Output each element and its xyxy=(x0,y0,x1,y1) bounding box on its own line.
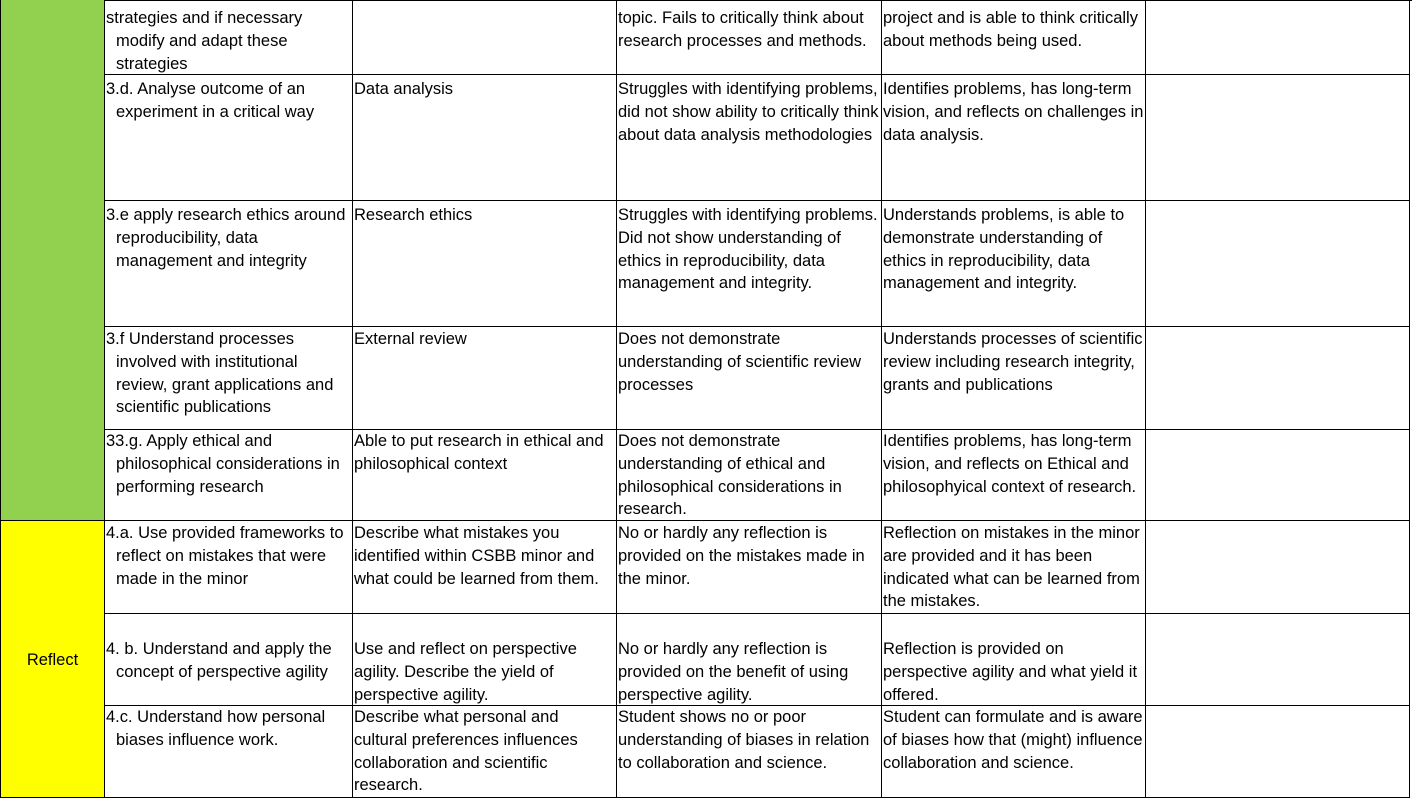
insufficient-cell[interactable]: Student shows no or poor understanding of biases in relation to collaboration and science. xyxy=(617,706,882,798)
stage-cell-reflect[interactable] xyxy=(0,521,105,798)
sufficient-cell[interactable]: Understands problems, is able to demonstrate understanding of ethics in reproducibility, data management and integrity. xyxy=(882,201,1146,327)
objective-cell[interactable]: 4.c. Understand how personal biases influence work. xyxy=(105,706,353,798)
objective-cell[interactable]: 4. b. Understand and apply the concept of perspective agility xyxy=(105,614,353,706)
objective-cell[interactable]: strategies and if necessary modify and adapt these strategies xyxy=(105,7,353,75)
stage-cell-green[interactable] xyxy=(0,0,105,521)
notes-cell[interactable] xyxy=(1146,201,1410,327)
notes-cell[interactable] xyxy=(1146,75,1410,201)
component-cell[interactable]: Data analysis xyxy=(353,75,617,201)
sufficient-cell[interactable]: project and is able to think critically about methods being used. xyxy=(882,7,1146,75)
component-cell[interactable] xyxy=(353,7,617,75)
objective-cell[interactable]: 3.f Understand processes involved with institutional review, grant applications and scientific publications xyxy=(105,327,353,430)
stage-label-reflect: Reflect xyxy=(26,651,79,669)
notes-cell[interactable] xyxy=(1146,327,1410,430)
insufficient-cell[interactable]: Struggles with identifying problems. Did not show understanding of ethics in reproducibility, data management and integrity. xyxy=(617,201,882,327)
component-cell[interactable]: Describe what personal and cultural preferences influences collaboration and scientific research. xyxy=(353,706,617,798)
notes-cell[interactable] xyxy=(1146,614,1410,706)
sufficient-cell[interactable]: Student can formulate and is aware of biases how that (might) influence collaboration and science. xyxy=(882,706,1146,798)
objective-cell[interactable]: 33.g. Apply ethical and philosophical considerations in performing research xyxy=(105,430,353,521)
sufficient-cell[interactable]: Reflection on mistakes in the minor are provided and it has been indicated what can be learned from the mistakes. xyxy=(882,521,1146,614)
notes-cell[interactable] xyxy=(1146,430,1410,521)
notes-cell[interactable] xyxy=(1146,706,1410,798)
sufficient-cell[interactable]: Identifies problems, has long-term vision, and reflects on challenges in data analysis. xyxy=(882,75,1146,201)
insufficient-cell[interactable]: No or hardly any reflection is provided on the benefit of using perspective agility. xyxy=(617,614,882,706)
insufficient-cell[interactable]: topic. Fails to critically think about research processes and methods. xyxy=(617,7,882,75)
notes-cell[interactable] xyxy=(1146,521,1410,614)
component-cell[interactable]: Describe what mistakes you identified within CSBB minor and what could be learned from them. xyxy=(353,521,617,614)
sufficient-cell[interactable]: Reflection is provided on perspective agility and what yield it offered. xyxy=(882,614,1146,706)
insufficient-cell[interactable]: No or hardly any reflection is provided on the mistakes made in the minor. xyxy=(617,521,882,614)
component-cell[interactable]: Able to put research in ethical and philosophical context xyxy=(353,430,617,521)
component-cell[interactable]: External review xyxy=(353,327,617,430)
objective-cell[interactable]: 4.a. Use provided frameworks to reflect on mistakes that were made in the minor xyxy=(105,521,353,614)
row-top-strip xyxy=(105,0,1410,7)
insufficient-cell[interactable]: Does not demonstrate understanding of ethical and philosophical considerations in research. xyxy=(617,430,882,521)
component-cell[interactable]: Use and reflect on perspective agility. Describe the yield of perspective agility. xyxy=(353,614,617,706)
component-cell[interactable]: Research ethics xyxy=(353,201,617,327)
notes-cell[interactable] xyxy=(1146,7,1410,75)
objective-cell[interactable]: 3.d. Analyse outcome of an experiment in a critical way xyxy=(105,75,353,201)
objective-cell[interactable]: 3.e apply research ethics around reproducibility, data management and integrity xyxy=(105,201,353,327)
insufficient-cell[interactable]: Struggles with identifying problems, did not show ability to critically think about data analysis methodologies xyxy=(617,75,882,201)
insufficient-cell[interactable]: Does not demonstrate understanding of scientific review processes xyxy=(617,327,882,430)
sufficient-cell[interactable]: Identifies problems, has long-term vision, and reflects on Ethical and philosophyical context of research. xyxy=(882,430,1146,521)
sufficient-cell[interactable]: Understands processes of scientific review including research integrity, grants and publications xyxy=(882,327,1146,430)
